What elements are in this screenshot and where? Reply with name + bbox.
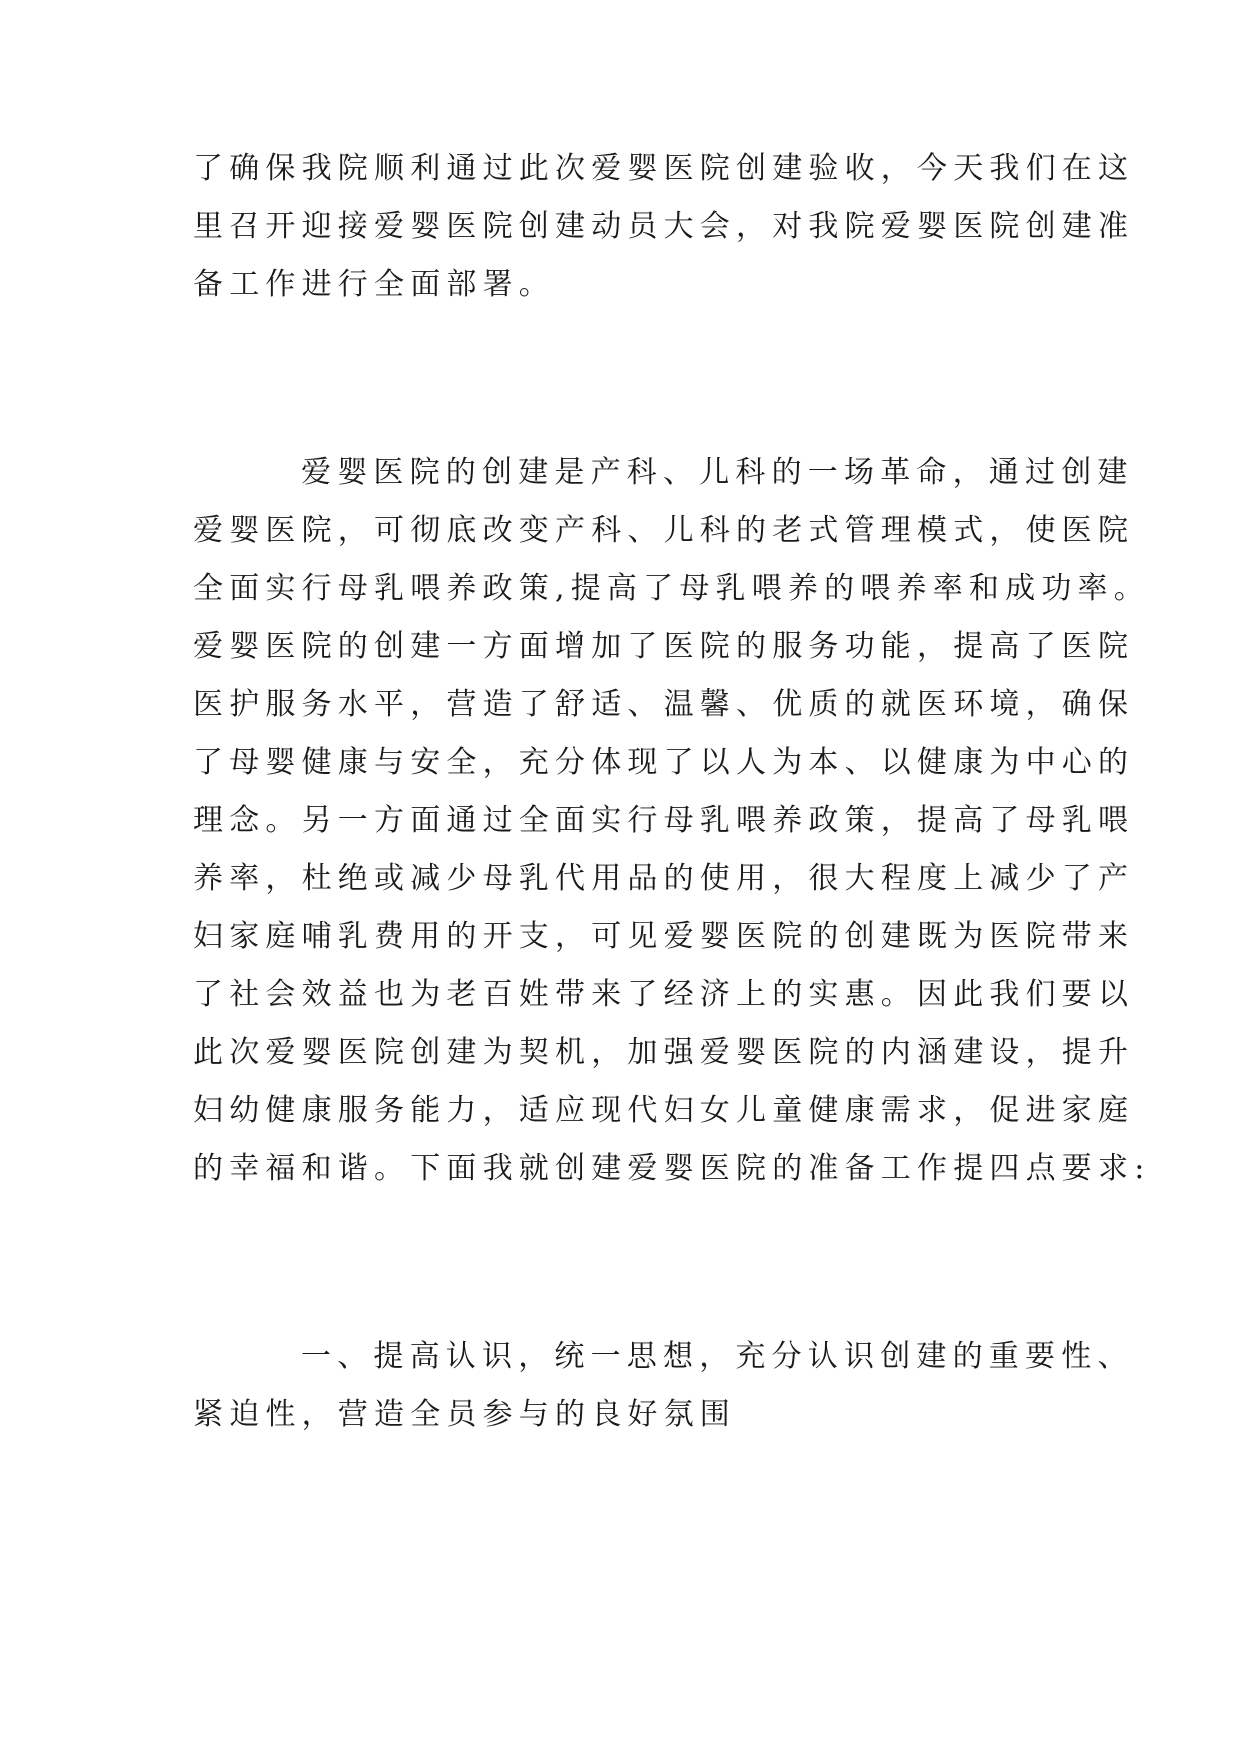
heading-line: 一、提高认识，统一思想，充分认识创建的重要性、 xyxy=(301,1339,1134,1374)
text-line: 了确保我院顺利通过此次爱婴医院创建验收，今天我们在这 xyxy=(193,151,1135,186)
text-line: 爱婴医院的创建是产科、儿科的一场革命，通过创建 xyxy=(301,455,1134,490)
text-line: 的幸福和谐。下面我就创建爱婴医院的准备工作提四点要求: xyxy=(193,1151,1151,1186)
text-line: 爱婴医院，可彻底改变产科、儿科的老式管理模式，使医院 xyxy=(193,513,1135,548)
text-line: 理念。另一方面通过全面实行母乳喂养政策，提高了母乳喂 xyxy=(193,803,1135,838)
text-line: 爱婴医院的创建一方面增加了医院的服务功能，提高了医院 xyxy=(193,629,1135,664)
text-line: 里召开迎接爱婴医院创建动员大会，对我院爱婴医院创建准 xyxy=(193,209,1135,244)
text-line: 了母婴健康与安全，充分体现了以人为本、以健康为中心的 xyxy=(193,745,1135,780)
text-line: 备工作进行全面部署。 xyxy=(193,267,555,302)
text-line: 妇家庭哺乳费用的开支，可见爱婴医院的创建既为医院带来 xyxy=(193,919,1135,954)
text-line: 此次爱婴医院创建为契机，加强爱婴医院的内涵建设，提升 xyxy=(193,1035,1135,1070)
text-line: 医护服务水平，营造了舒适、温馨、优质的就医环境，确保 xyxy=(193,687,1135,722)
text-line: 养率，杜绝或减少母乳代用品的使用，很大程度上减少了产 xyxy=(193,861,1135,896)
text-line: 妇幼健康服务能力，适应现代妇女儿童健康需求，促进家庭 xyxy=(193,1093,1135,1128)
text-line: 全面实行母乳喂养政策,提高了母乳喂养的喂养率和成功率。 xyxy=(193,571,1150,606)
text-line: 了社会效益也为老百姓带来了经济上的实惠。因此我们要以 xyxy=(193,977,1135,1012)
heading-line: 紧迫性，营造全员参与的良好氛围 xyxy=(193,1397,736,1432)
